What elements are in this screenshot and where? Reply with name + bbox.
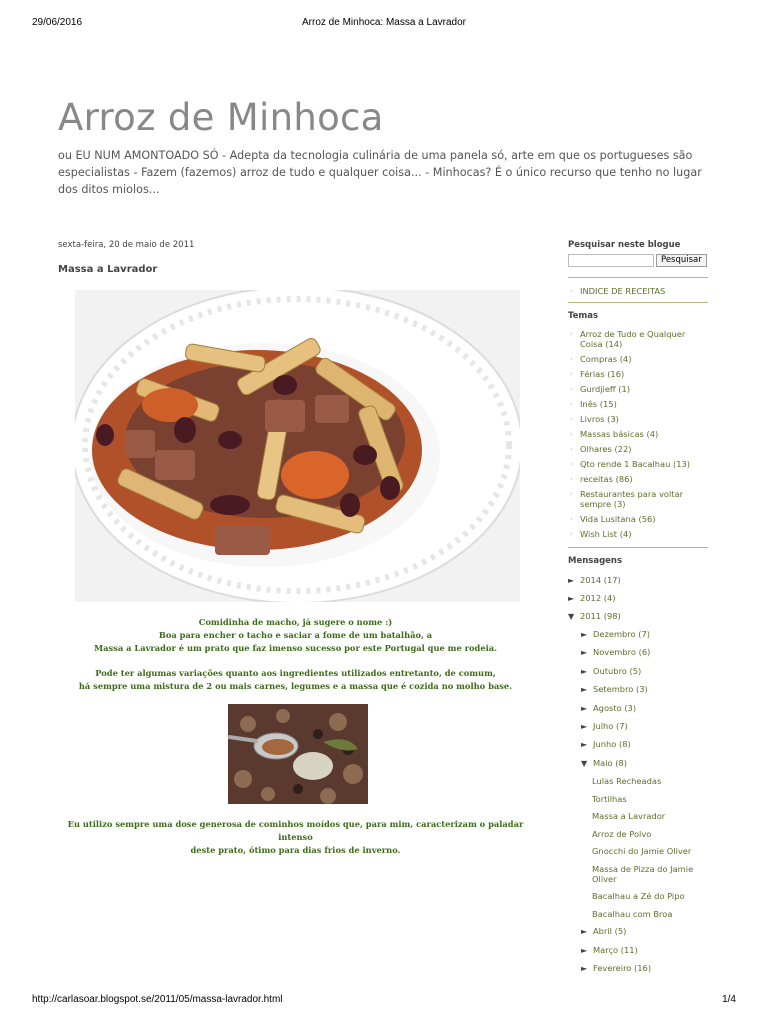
tema-count: (15) — [599, 399, 617, 409]
post-title[interactable]: Massa a Lavrador — [58, 264, 158, 275]
tema-label[interactable]: Olhares — [580, 444, 612, 454]
archive-month-label[interactable]: Outubro — [593, 665, 627, 676]
dish-photo — [75, 290, 520, 602]
post-line: deste prato, ótimo para dias frios de inverno. — [190, 845, 401, 855]
tema-item[interactable] — [568, 489, 708, 509]
archive-post-link[interactable]: Massa a Lavrador — [592, 811, 666, 822]
post-paragraph-3 — [58, 818, 533, 857]
tema-item[interactable] — [568, 369, 708, 379]
archive-year-label[interactable]: 2014 — [580, 575, 602, 585]
archive-year[interactable] — [568, 611, 708, 622]
archive-month-label[interactable]: Dezembro — [593, 629, 636, 639]
search-button[interactable]: Pesquisar — [656, 254, 707, 267]
expand-toggle-icon[interactable]: ► — [581, 648, 588, 658]
archive-month-label[interactable]: Setembro — [593, 684, 634, 695]
tema-count: (3) — [613, 499, 626, 509]
archive-month-count: (6) — [638, 647, 651, 658]
expand-toggle-icon[interactable]: ► — [581, 685, 588, 695]
tema-item[interactable] — [568, 414, 708, 424]
archive-post-link[interactable]: Bacalhau com Broa — [592, 908, 673, 919]
tema-label[interactable]: Massas básicas — [580, 429, 644, 439]
expand-toggle-icon[interactable]: ▼ — [568, 612, 575, 621]
tema-count: (56) — [638, 514, 656, 524]
archive-month-label[interactable]: Março — [593, 944, 619, 955]
blog-description: ou EU NUM AMONTOADO SÓ - Adepta da tecnologia culinária de uma panela só, arte em que os portugueses são especialistas - Fazem (fazemos) arroz de tudo e qualquer coisa... - Minhocas? É o único recurso que tenho no lugar dos ditos miolos... — [58, 149, 702, 196]
archive-month[interactable] — [568, 684, 708, 695]
expand-toggle-icon[interactable]: ► — [581, 740, 588, 750]
tema-count: (4) — [619, 354, 632, 364]
archive-year[interactable] — [568, 593, 708, 604]
tema-count: (13) — [672, 459, 691, 469]
archive-month[interactable] — [568, 945, 708, 956]
archive-year-label[interactable]: 2012 — [580, 593, 602, 603]
archive-year-count: (4) — [603, 593, 616, 603]
tema-count: (4) — [619, 529, 632, 539]
tema-item[interactable] — [568, 474, 708, 484]
tema-item[interactable] — [568, 514, 708, 524]
archive-month[interactable] — [568, 721, 708, 732]
archive-month-count: (7) — [616, 720, 628, 731]
divider — [568, 547, 708, 548]
divider — [568, 277, 708, 278]
expand-toggle-icon[interactable]: ► — [581, 630, 588, 639]
archive-month[interactable] — [568, 647, 708, 658]
tema-item[interactable] — [568, 329, 708, 349]
expand-toggle-icon[interactable]: ► — [568, 576, 575, 585]
tema-label[interactable]: Arroz de Tudo e Qualquer Coisa — [580, 329, 686, 349]
archive-month[interactable] — [568, 629, 708, 640]
archive-post-link[interactable]: Gnocchi do Jamie Oliver — [592, 846, 692, 857]
expand-toggle-icon[interactable]: ► — [581, 963, 588, 973]
print-url: http://carlasoar.blogspot.se/2011/05/massa-lavrador.html — [32, 994, 283, 1005]
post-line: Boa para encher o tacho e saciar a fome de um batalhão, a — [158, 630, 433, 640]
tema-count: (22) — [614, 444, 632, 454]
archive-year-label[interactable]: 2011 — [580, 611, 602, 621]
archive-year[interactable] — [568, 575, 708, 586]
expand-toggle-icon[interactable]: ► — [581, 927, 588, 937]
tema-label[interactable]: Compras — [580, 354, 618, 364]
archive-post-link[interactable]: Lulas Recheadas — [592, 776, 662, 787]
archive-month-label[interactable]: Junho — [593, 739, 617, 750]
expand-toggle-icon[interactable]: ► — [581, 703, 588, 713]
archive-month-label[interactable]: Fevereiro — [593, 962, 632, 973]
archive-month[interactable] — [568, 926, 708, 937]
search-form — [568, 254, 708, 267]
mensagens-heading: Mensagens — [568, 556, 623, 566]
tema-label[interactable]: Férias — [580, 369, 605, 379]
tema-label[interactable]: Inês — [580, 399, 598, 409]
post-date: sexta-feira, 20 de maio de 2011 — [58, 240, 195, 250]
archive-year-count: (17) — [603, 575, 621, 585]
search-input[interactable] — [568, 254, 654, 267]
tema-label[interactable]: Restaurantes para voltar sempre — [580, 489, 684, 509]
archive-month-count: (16) — [634, 962, 652, 973]
archive-post-link[interactable]: Tortilhas — [592, 793, 627, 804]
post-line: Pode ter algumas variações quanto aos ingredientes utilizados entretanto, de comum, — [95, 668, 496, 678]
archive-month[interactable] — [568, 666, 708, 677]
tema-item[interactable] — [568, 529, 708, 539]
post-line: Massa a Lavrador é um prato que faz imenso sucesso por este Portugal que me rodeia. — [93, 643, 498, 653]
archive-month-count: (8) — [615, 757, 628, 768]
print-title: Arroz de Minhoca: Massa a Lavrador — [302, 17, 466, 28]
expand-toggle-icon[interactable]: ► — [568, 594, 575, 603]
index-link[interactable]: · INDICE DE RECEITAS — [568, 286, 708, 296]
post-paragraph-2 — [58, 667, 533, 693]
archive-month-count: (5) — [614, 926, 627, 937]
temas-list — [568, 329, 708, 539]
print-page-number: 1/4 — [722, 994, 736, 1005]
archive-month-count: (7) — [638, 629, 651, 639]
sidebar — [568, 240, 708, 981]
archive-month[interactable] — [568, 739, 708, 750]
archive-post-link[interactable]: Massa de Pizza do Jamie Oliver — [592, 863, 694, 884]
tema-item[interactable] — [568, 354, 708, 364]
tema-item[interactable] — [568, 459, 708, 469]
archive-month-label[interactable]: Maio — [593, 757, 613, 768]
archive-post-link[interactable]: Arroz de Polvo — [592, 828, 652, 839]
divider — [568, 302, 708, 303]
blog-title[interactable]: Arroz de Minhoca — [58, 96, 384, 139]
archive-year-count: (98) — [603, 611, 621, 621]
archive-month-count: (3) — [636, 684, 648, 695]
tema-item[interactable] — [568, 444, 708, 454]
spices-photo — [228, 704, 368, 804]
tema-count: (16) — [607, 369, 625, 379]
archive-month-label[interactable]: Abril — [593, 926, 612, 937]
expand-toggle-icon[interactable]: ► — [581, 945, 588, 955]
temas-heading: Temas — [568, 311, 599, 321]
archive-month[interactable] — [568, 703, 708, 714]
post-line: há sempre uma mistura de 2 ou mais carnes, legumes e a massa que é cozida no molho base. — [78, 681, 513, 691]
archive-month-label[interactable]: Julho — [593, 720, 614, 731]
tema-label[interactable]: receitas — [580, 474, 613, 484]
archive-month-count: (3) — [624, 702, 637, 713]
post-line: Comidinha de macho, já sugere o nome :) — [198, 617, 393, 627]
tema-label[interactable]: Gurdjieff — [580, 384, 616, 394]
tema-item[interactable] — [568, 384, 708, 394]
tema-item[interactable] — [568, 399, 708, 409]
tema-item[interactable] — [568, 429, 708, 439]
tema-label[interactable]: Livros — [580, 414, 605, 424]
tema-count: (3) — [607, 414, 619, 424]
tema-count: (1) — [618, 384, 631, 394]
archive-month-count: (11) — [620, 944, 638, 955]
print-date: 29/06/2016 — [32, 17, 83, 28]
tema-count: (86) — [615, 474, 633, 484]
archive-month-count: (5) — [629, 665, 642, 676]
archive-list — [568, 575, 708, 974]
tema-count: (4) — [646, 429, 659, 439]
post-paragraph-1 — [58, 616, 533, 655]
expand-toggle-icon[interactable]: ► — [581, 666, 588, 676]
expand-toggle-icon[interactable]: ▼ — [581, 758, 588, 768]
expand-toggle-icon[interactable]: ► — [581, 721, 588, 731]
archive-month-label[interactable]: Agosto — [593, 702, 622, 713]
archive-month-label[interactable]: Novembro — [593, 647, 636, 658]
tema-label[interactable]: Vida Lusitana — [580, 514, 636, 524]
archive-month[interactable] — [568, 963, 708, 974]
tema-label[interactable]: Qto rende 1 Bacalhau — [580, 459, 671, 469]
archive-post-link[interactable]: Bacalhau a Zé do Pipo — [592, 891, 685, 902]
search-heading: Pesquisar neste blogue — [568, 240, 681, 250]
archive-month[interactable] — [568, 758, 708, 769]
post-line: Eu utilizo sempre uma dose generosa de cominhos moídos que, para mim, caracterizam o paladar intenso — [67, 819, 524, 842]
archive-month-count: (8) — [618, 739, 631, 750]
tema-count: (14) — [605, 339, 623, 349]
tema-label[interactable]: Wish List — [580, 529, 618, 539]
